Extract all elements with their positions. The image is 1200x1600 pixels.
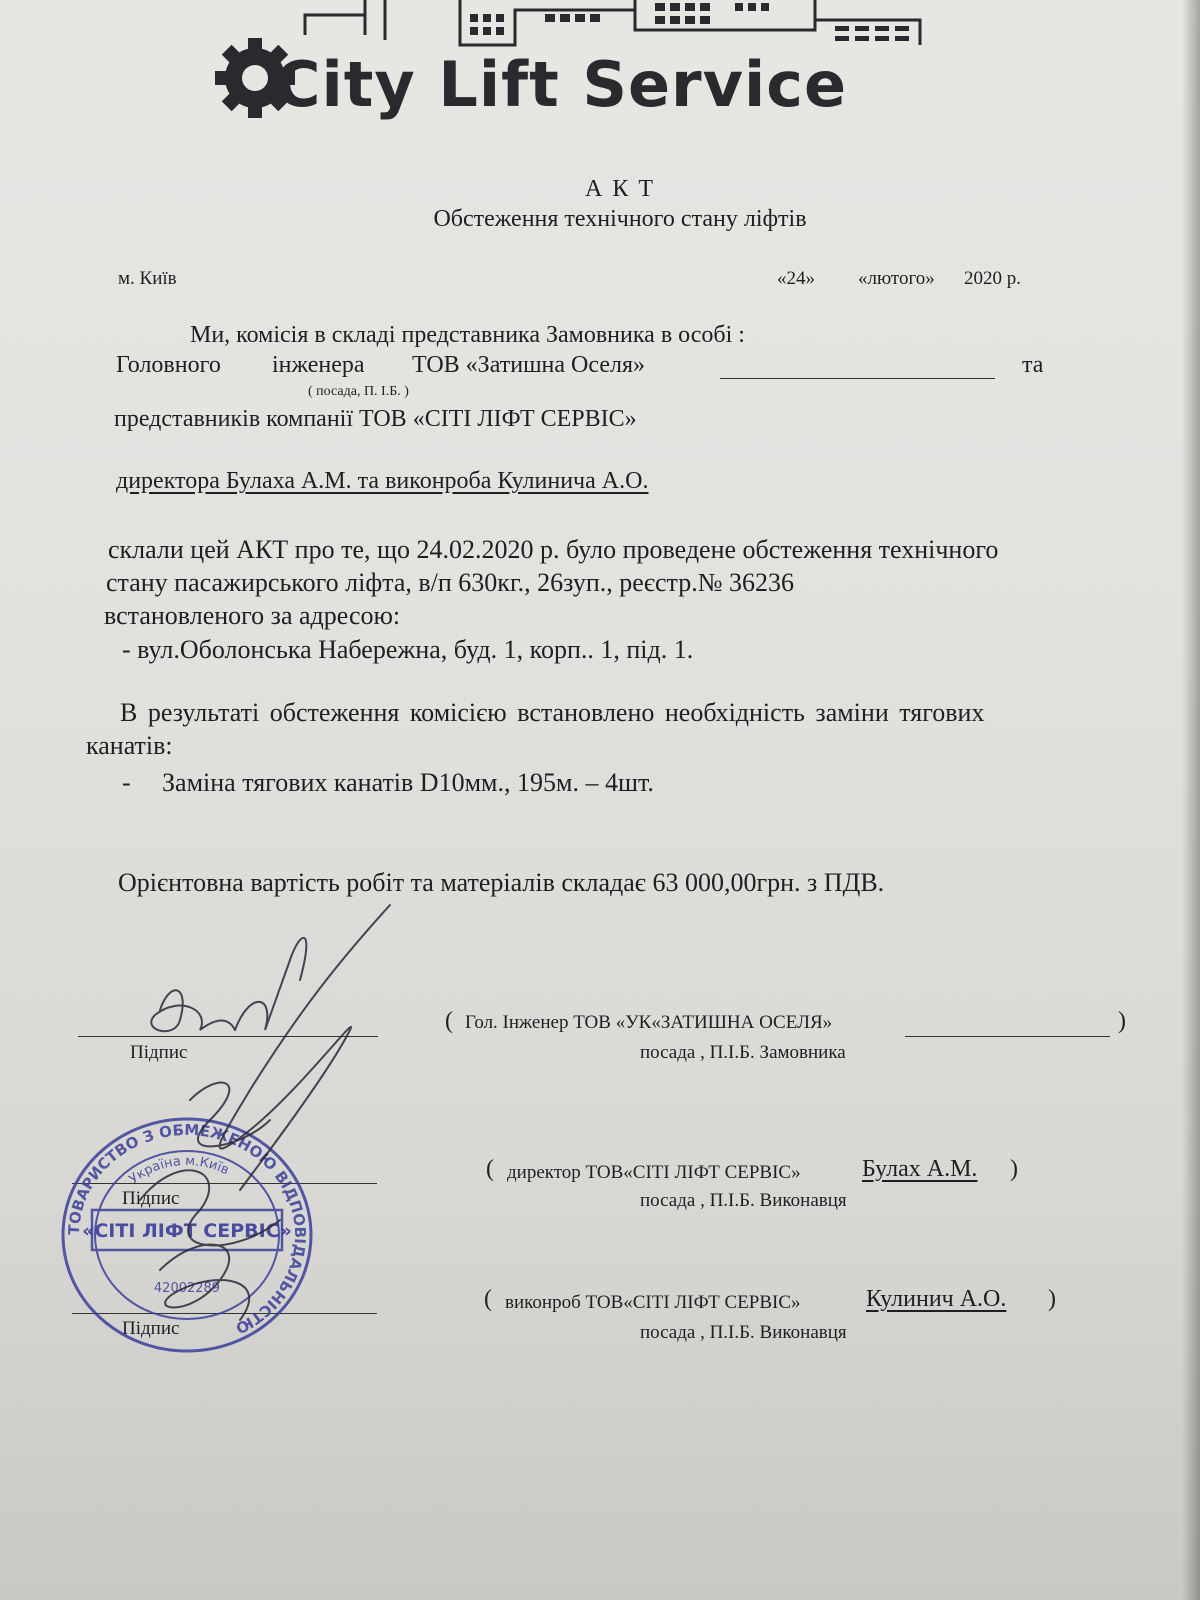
svg-text:Україна м.Київ [127,1154,232,1187]
body-p1-line-3: встановленого за адресою: [104,601,401,630]
sig1-open: ( [445,1008,453,1034]
date-day: «24» [777,268,815,289]
cost: Орієнтовна вартість робіт та матеріалів складає 63 000,00грн. з ПДВ. [118,868,885,897]
sig1-caption: посада , П.І.Б. Замовника [640,1042,846,1063]
sig1-name-line [905,1036,1110,1037]
sig2-name: Булах А.М. [862,1156,978,1182]
body-p2-line-1: В результаті обстеження комісією встановлено необхідність заміни тягових [120,698,985,727]
signature-label-3: Підпис [122,1318,180,1339]
sig2-caption: посада , П.І.Б. Виконавця [640,1190,847,1211]
intro-line-2a: Головного [116,352,221,378]
intro-line-2-end: та [1022,352,1044,378]
stamp-code: 42002289 [153,1281,221,1296]
sig3-caption: посада , П.І.Б. Виконавця [640,1322,847,1343]
sig3-name: Кулинич А.О. [866,1286,1007,1312]
address: - вул.Оболонська Набережна, буд. 1, корп.. 1, під. 1. [122,635,694,664]
intro-line-4: директора Булаха А.М. та виконроба Кулинича А.О. [116,468,649,494]
sig1-close: ) [1118,1008,1126,1034]
body-p1-line-1: склали цей АКТ про те, що 24.02.2020 р. було проведене обстеження технічного [108,535,999,564]
field-hint: ( посада, П. І.Б. ) [308,384,409,399]
intro-line-3: представників компанії ТОВ «СІТІ ЛІФТ СЕРВІС» [114,406,637,432]
signature-label-1: Підпис [130,1042,188,1063]
sig2-role: директор ТОВ«СІТІ ЛІФТ СЕРВІС» [507,1162,801,1183]
signature-label-2: Підпис [122,1188,180,1209]
item-dash: - [122,768,131,797]
sig1-role: Гол. Інженер ТОВ «УК«ЗАТИШНА ОСЕЛЯ» [465,1012,833,1033]
signature-line-1 [78,1036,378,1037]
work-item: Заміна тягових канатів D10мм., 195м. – 4шт. [162,768,654,797]
page-edge-shadow [1182,0,1200,1600]
stamp-inner-text: Україна м.Київ [126,1153,232,1188]
document-subtitle: Обстеження технічного стану ліфтів [433,206,807,232]
logo-text: City Lift Service [275,48,848,121]
date-year: 2020 р. [964,268,1021,289]
sig3-role: виконроб ТОВ«СІТІ ЛІФТ СЕРВІС» [505,1292,801,1313]
stamp-outer-text: ТОВАРИСТВО З ОБМЕЖЕНОЮ ВІДПОВІДАЛЬНІСТЮ [64,1120,310,1338]
intro-line-2b: інженера [272,352,365,378]
stamp-center-text: «СІТІ ЛІФТ СЕРВІС» [82,1220,292,1242]
date-month: «лютого» [858,268,935,289]
company-stamp [52,1110,322,1360]
blank-line [720,378,995,379]
body-p1-line-2: стану пасажирського ліфта, в/п 630кг., 26зуп., реєстр.№ 36236 [106,568,795,597]
intro-line-2c: ТОВ «Затишна Оселя» [412,352,645,378]
place: м. Київ [118,268,177,289]
document-title: А К Т [585,176,655,202]
sig3-close: ) [1048,1286,1056,1312]
sig3-open: ( [484,1286,492,1312]
sig2-open: ( [486,1156,494,1182]
intro-line-1: Ми, комісія в складі представника Замовника в особі : [190,322,745,348]
body-p2-line-2: канатів: [86,731,173,760]
sig2-close: ) [1010,1156,1018,1182]
